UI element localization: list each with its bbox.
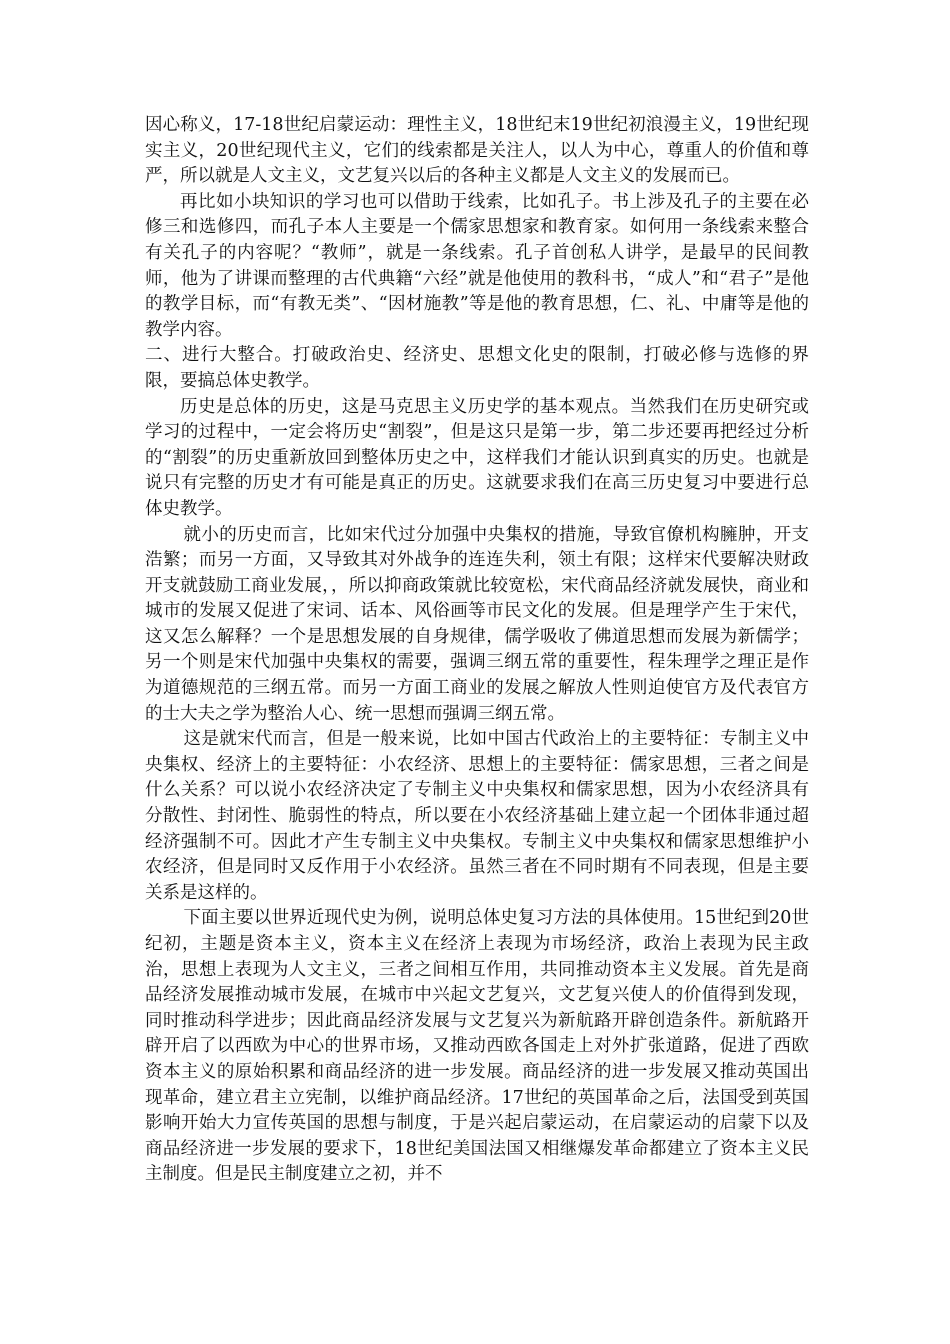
paragraph-confucius-clue: 再比如小块知识的学习也可以借助于线索，比如孔子。书上涉及孔子的主要在必修三和选修四，而孔子本人主要是一个儒家思想家和教育家。如何用一条线索来整合有关孔子的内容呢？“教师”，就是一条线索。孔子首创私人讲学，是最早的民间教师，他为了讲课而整理的古代典籍“六经”就是他使用的教科书，“成人”和“君子”是他的教学目标，而“有教无类”、“因材施教”等是他的教育思想，仁、礼、中庸等是他的教学内容。 xyxy=(145,191,809,340)
paragraph-total-history: 历史是总体的历史，这是马克思主义历史学的基本观点。当然我们在历史研究或学习的过程中，一定会将历史“割裂”，但是这只是第一步，第二步还要再把经过分析的“割裂”的历史重新放回到整体历史之中，这样我们才能认识到真实的历史。也就是说只有完整的历史才有可能是真正的历史。这就要求我们在高三历史复习中要进行总体史教学。 xyxy=(145,396,809,519)
paragraph-renaissance-continuation: 因心称义，17-18世纪启蒙运动：理性主义，18世纪末19世纪初浪漫主义，19世纪现实主义，20世纪现代主义，它们的线索都是关注人，以人为中心，尊重人的价值和尊严，所以就是人文主义，文艺复兴以后的各种主义都是人文主义的发展而已。 xyxy=(145,115,809,187)
section-heading-integration: 二、进行大整合。打破政治史、经济史、思想文化史的限制，打破必修与选修的界限，要搞总体史教学。 xyxy=(145,345,809,391)
paragraph-ancient-china-features: 这是就宋代而言，但是一般来说，比如中国古代政治上的主要特征：专制主义中央集权、经济上的主要特征：小农经济、思想上的主要特征：儒家思想，三者之间是什么关系？可以说小农经济决定了专制主义中央集权和儒家思想，因为小农经济具有分散性、封闭性、脆弱性的特点，所以要在小农经济基础上建立起一个团体非通过超经济强制不可。因此才产生专制主义中央集权。专制主义中央集权和儒家思想维护小农经济，但是同时又反作用于小农经济。虽然三者在不同时期有不同表现，但是主要关系是这样的。 xyxy=(145,729,809,903)
paragraph-song-dynasty: 就小的历史而言，比如宋代过分加强中央集权的措施，导致官僚机构臃肿，开支浩繁；而另一方面，又导致其对外战争的连连失利，领土有限；这样宋代要解决财政开支就鼓励工商业发展，，所以抑商政策就比较宽松，宋代商品经济就发展快，商业和城市的发展又促进了宋词、话本、风俗画等市民文化的发展。但是理学产生于宋代，这又怎么解释？一个是思想发展的自身规律，儒学吸收了佛道思想而发展为新儒学；另一个则是宋代加强中央集权的需要，强调三纲五常的重要性，程朱理学之理正是作为道德规范的三纲五常。而另一方面工商业的发展之解放人性则迫使官方及代表官方的士大夫之学为整治人心、统一思想而强调三纲五常。 xyxy=(145,524,809,724)
paragraph-modern-world-history: 下面主要以世界近现代史为例，说明总体史复习方法的具体使用。15世纪到20世纪初，主题是资本主义，资本主义在经济上表现为市场经济，政治上表现为民主政治，思想上表现为人文主义，三者之间相互作用，共同推动资本主义发展。首先是商品经济发展推动城市发展，在城市中兴起文艺复兴，文艺复兴使人的价值得到发现，同时推动科学进步；因此商品经济发展与文艺复兴为新航路开辟创造条件。新航路开辟开启了以西欧为中心的世界市场，又推动西欧各国走上对外扩张道路，促进了西欧资本主义的原始积累和商品经济的进一步发展。商品经济的进一步发展又推动英国出现革命，建立君主立宪制，以维护商品经济。17世纪的英国革命之后，法国受到英国影响开始大力宣传英国的思想与制度，于是兴起启蒙运动，在启蒙运动的启蒙下以及商品经济进一步发展的要求下，18世纪美国法国又相继爆发革命都建立了资本主义民主制度。但是民主制度建立之初，并不 xyxy=(145,908,809,1185)
document-page xyxy=(145,113,809,1188)
